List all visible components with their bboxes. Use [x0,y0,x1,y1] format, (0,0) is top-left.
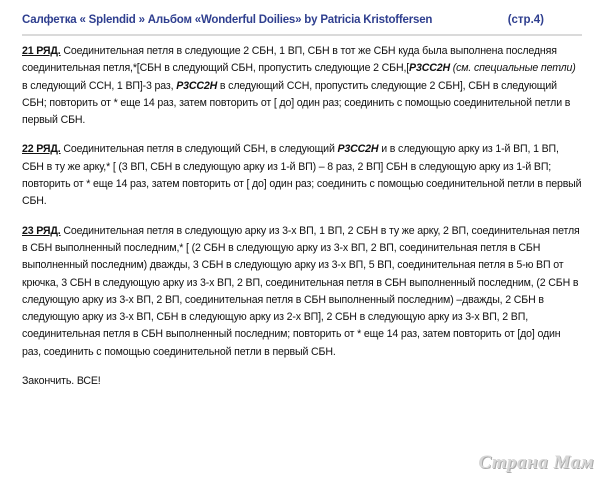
row-22-text-2: и в следующую арку из 1-й ВП, 1 ВП, СБН в ту же арку,* [ (3 ВП, СБН в следующую арку из 1-й ВП) – 8 раз, 2 ВП] СБН в следующую арку из 1-й ВП; повторить от * еще 14 раз, затем повторить от [ до] один раз; соединить с помощью соединительной петли в первый СБН. [22,143,582,208]
stitch-abbrev: Р3СС2Н [409,62,450,75]
row-22-text-1: Соединительная петля в следующий СБН, в следующий [60,143,338,156]
row-21-text-4: в следующий ССН, пропустить следующие 2 СБН], СБН в следующий СБН; повторить от * еще 14 раз, затем повторить от [ до] один раз; соединить с помощью соединительной петли в первый СБН. [22,79,571,127]
site-watermark: Страна Мам [478,452,594,473]
document-page [22,14,582,390]
document-header [22,13,582,35]
row-21-text-1: Соединительная петля в следующие 2 СБН, 1 ВП, СБН в тот же СБН куда была выполнена последняя соединительная петля,*[СБН в следующий СБН, пропустить следующие 2 СБН,[ [22,45,557,75]
special-stitches-note: (см. специальные петли) [452,62,576,75]
paragraph-row-23 [22,223,582,361]
row-heading-22: 22 РЯД. [22,143,61,156]
paragraph-row-22 [22,141,582,210]
closing-line: Закончить. ВСЕ! [22,375,101,388]
paragraph-row-21 [22,43,582,129]
row-heading-23: 23 РЯД. [22,224,61,237]
stitch-abbrev: Р3СС2Н [176,79,218,92]
stitch-abbrev: Р3СС2Н [337,143,379,156]
row-23-text-1: Соединительная петля в следующую арку из 3-х ВП, 1 ВП, 2 СБН в ту же арку, 2 ВП, соединительная петля в СБН выполненный последним,* [ (2 СБН в следующую арку из 3-х ВП, 2 ВП, соединительная петля в СБН выполненный последним) дважды, 3 СБН в следующую арку из 3-х ВП, 5 ВП, соединительная петля в 5-ю ВП от крючка, 3 СБН в следующую арку из 3-х ВП, 2 ВП, соединительная петля в СБН выполненный последним, (2 СБН в следующую арку из 3-х ВП, 2 ВП, соединительная петля в СБН выполненный последним) –дважды, 2 СБН в следующую арку из 3-х ВП, СБН в следующую арку из 2-х ВП], 2 СБН в следующую арку из 3-х ВП, 2 ВП, соединительная петля в СБН выполненный последним; повторить от * еще 14 раз, затем повторить от [до] один раз, соединить с помощью соединительной петли в первый СБН. [22,224,580,358]
document-title: Салфетка « Splendid » Альбом «Wonderful Doilies» by Patricia Kristoffersen [22,13,433,27]
row-21-text-3: в следующий ССН, 1 ВП]-3 раз, [22,79,177,92]
row-heading-21: 21 РЯД. [22,45,61,57]
page-number: (стр.4) [507,13,544,27]
